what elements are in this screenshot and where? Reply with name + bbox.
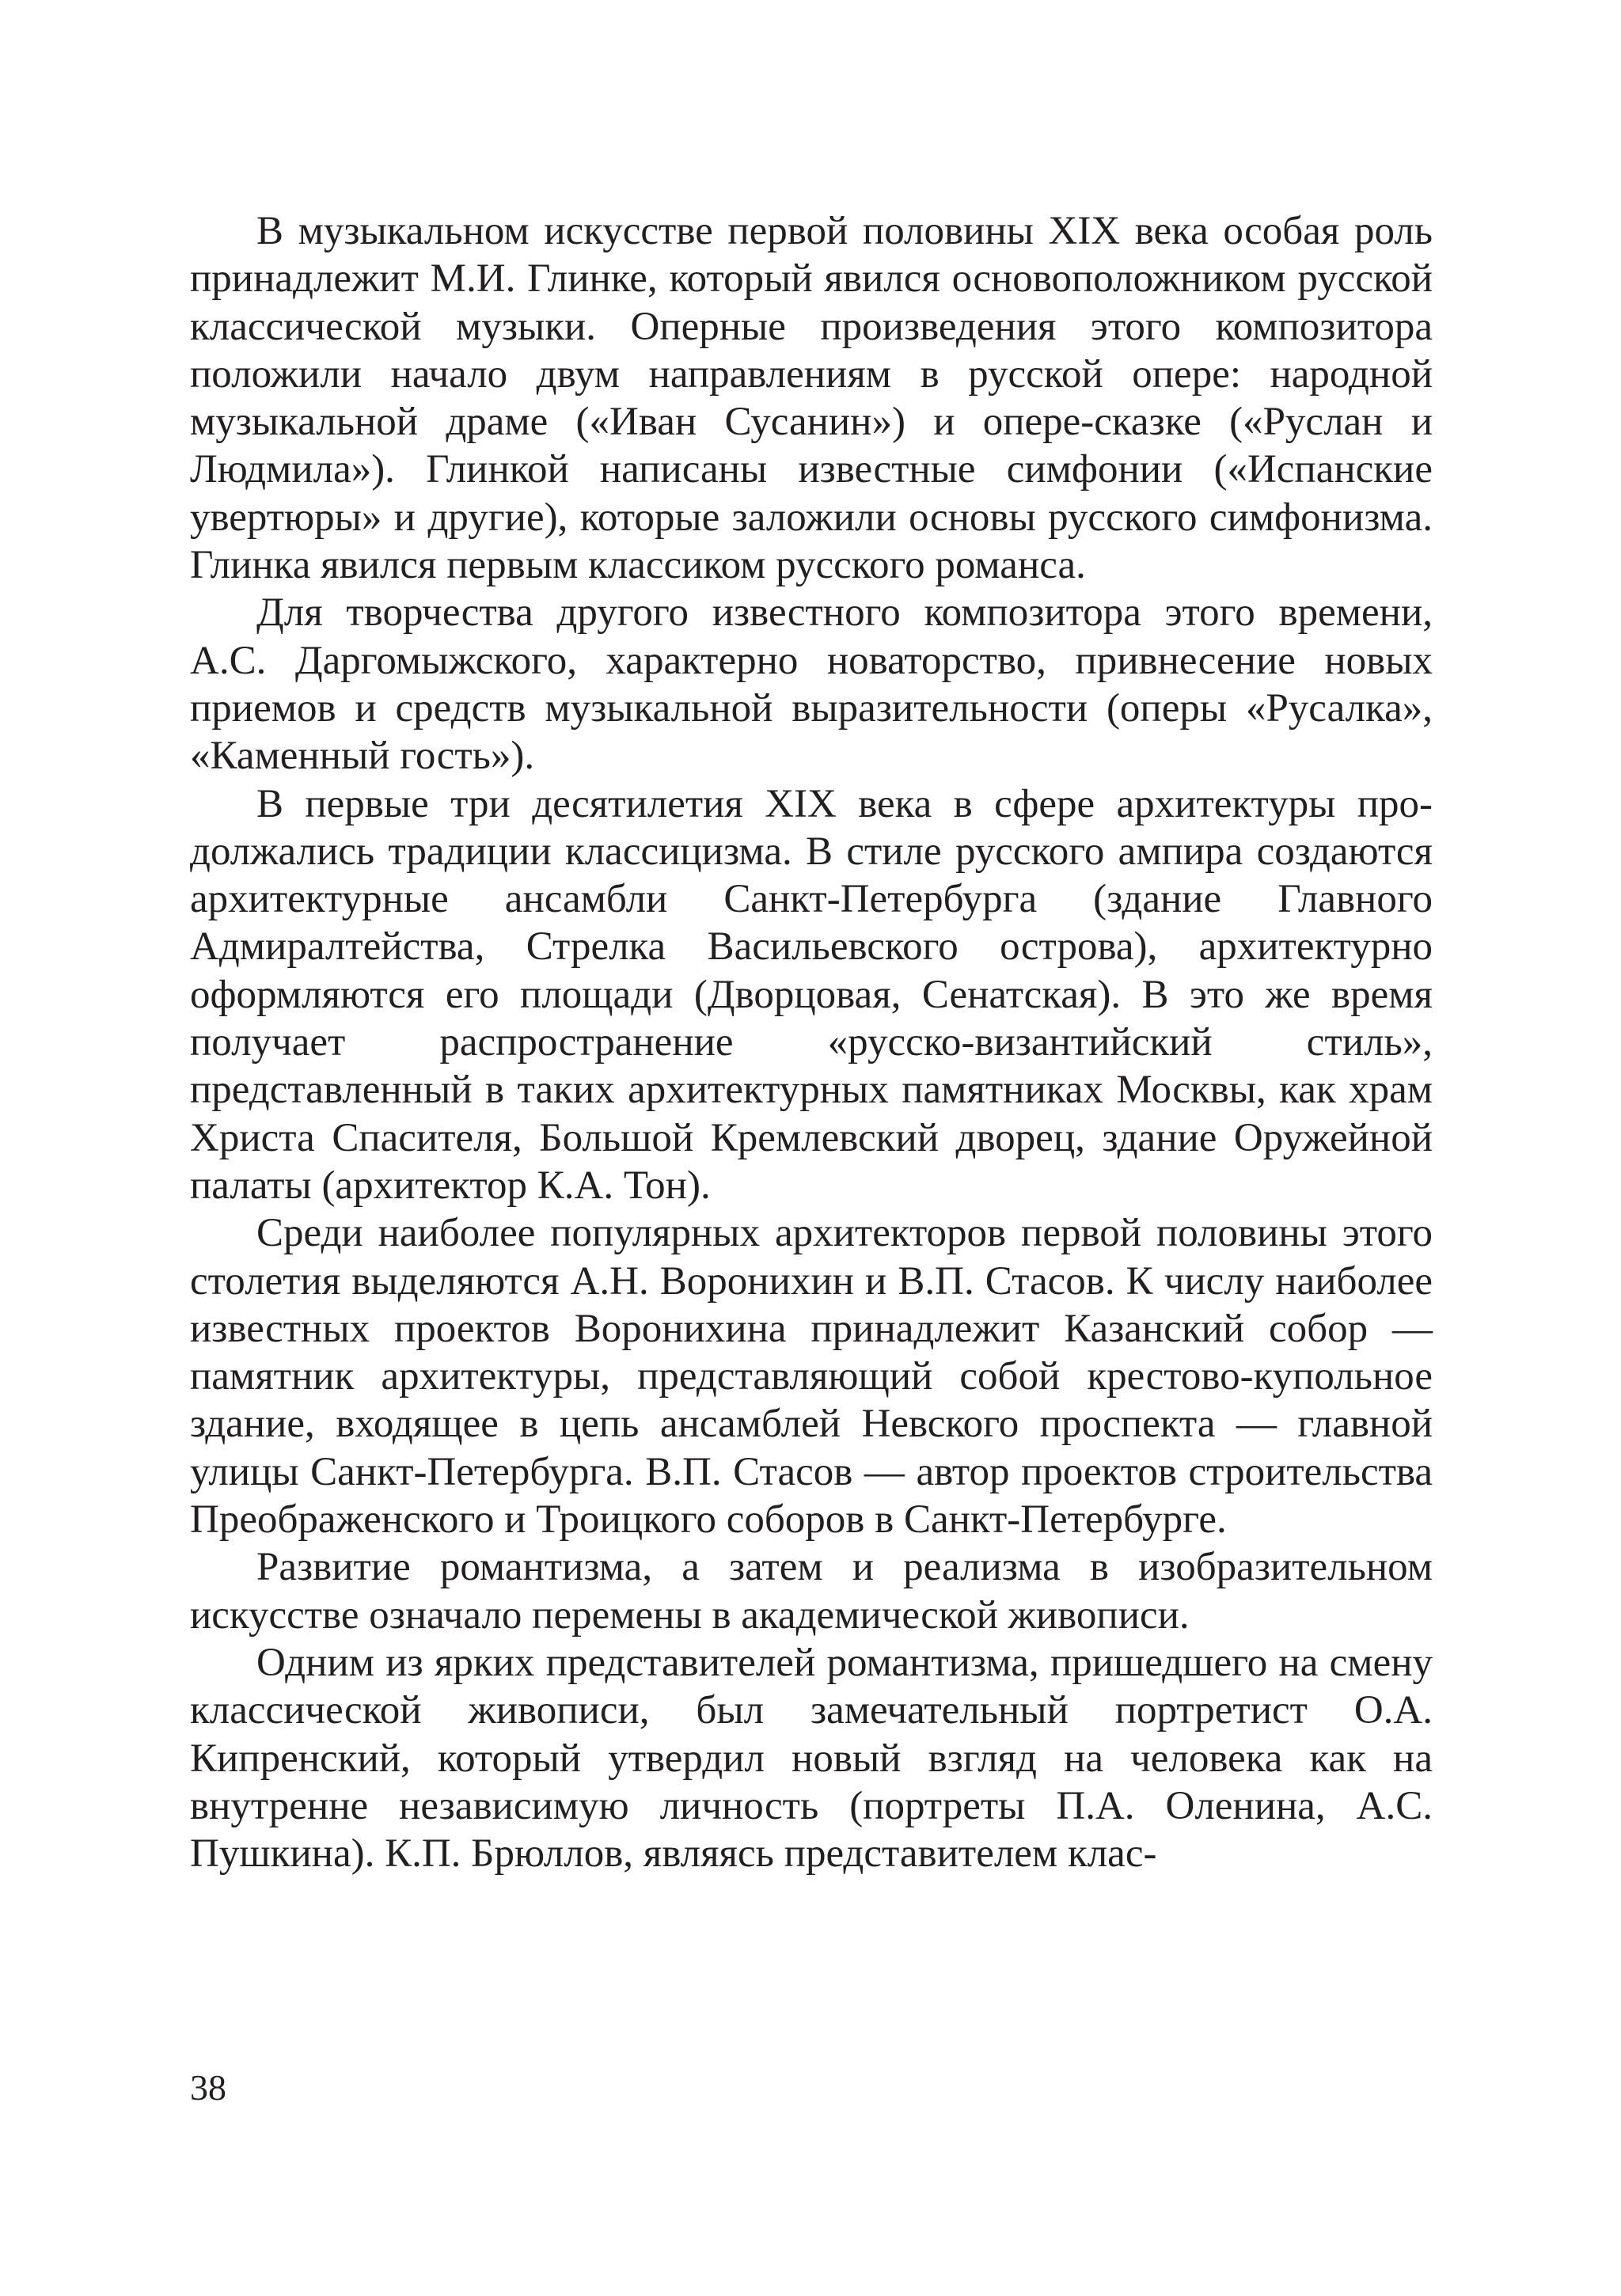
page-number: 38 [190,2067,226,2108]
page-body [190,207,1433,1877]
paragraph-architecture-classicism: В первые три десятилетия XIX века в сфере архитектуры продолжались традиции классицизма. В стиле русского ампира создаются архитектурные ансамбли Санкт-Петербурга (здание Главного Адмиралтейства, Стрелка Васильевского острова), архитектурно оформляются его площади (Дворцовая, Сенатская). В это же время получает распространение «русско-византийский стиль», представленный в таких архитектурных памятниках Москвы, как храм Христа Спасителя, Большой Кремлевский дворец, здание Оружейной палаты (архитектор К.А. Тон). [190,781,1433,1208]
paragraph-romanticism: Развитие романтизма, а затем и реализма в изобразительном искусстве означало перемены в академической живописи. [190,1545,1433,1638]
paragraph-architects: Среди наиболее популярных архитекторов первой половины этого столетия выделяются А.Н. Воронихин и В.П. Стасов. К числу наиболее известных проектов Воронихина принадлежит Казанский собор — памятник архитектуры, представляющий собой крестово-купольное здание, входящее в цепь ансамблей Невского проспекта — главной улицы Санкт-Петербурга. В.П. Стасов — автор проектов строительства Преображенского и Троицкого соборов в Санкт-Петербурге. [190,1211,1433,1543]
paragraph-dargomyzhsky: Для творчества другого известного композитора этого времени, А.С. Даргомыжского, характерно новаторство, привнесение новых приемов и средств музыкальной выразительности (оперы «Русалка», «Каменный гость»). [190,590,1433,779]
paragraph-kiprensky: Одним из ярких представителей романтизма, пришедшего на смену классической живописи, был замечательный портретист О.А. Кипренский, который утвердил новый взгляд на человека как на внутренне независимую личность (портреты П.А. Оленина, А.С. Пушкина). К.П. Брюллов, являясь представителем клас- [190,1640,1433,1877]
paragraph-glinka: В музыкальном искусстве первой половины XIX века особая роль принадлежит М.И. Глинке, который явился основоположником русской классической музыки. Оперные произведения этого композитора положили начало двум направлениям в русской опере: народной музыкальной драме («Иван Сусанин») и опере-сказке («Руслан и Людмила»). Глинкой написаны известные симфонии («Испанские увертюры» и другие), которые заложили основы русского симфонизма. Глинка явился первым классиком русского романса. [190,209,1433,588]
